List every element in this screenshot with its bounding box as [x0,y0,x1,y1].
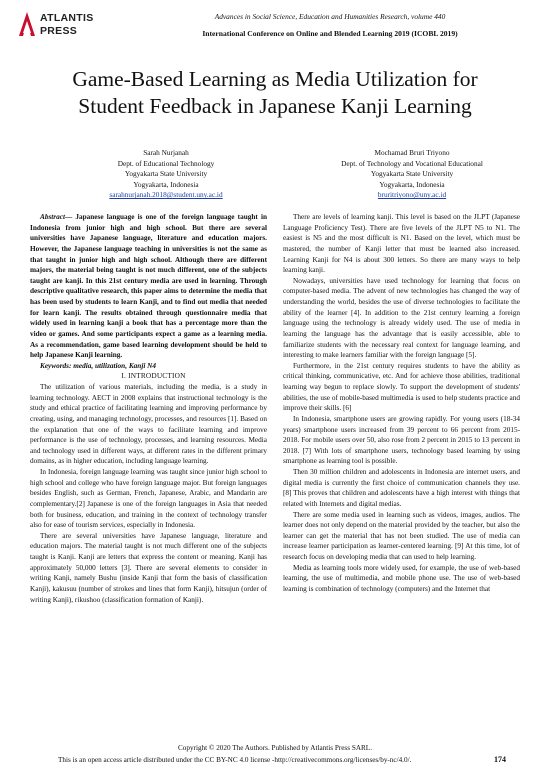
author-city: Yogyakarta, Indonesia [133,179,199,189]
author-email-link[interactable]: bruritriyono@uny.ac.id [377,190,447,200]
keywords-label: Keywords: [40,361,72,370]
body-paragraph: Furthermore, in the 21st century requires students to have the ability as critical thinking, communicative, etc. And for achieve those abilities, traditional learning way begun to replace slowly. To support the development of students' abilities, the use of mobile-based multimedia is used to help students practice and improve their skills. [6] [283,361,520,413]
left-column [30,212,267,605]
body-paragraph: Nowadays, universities have used technology for learning that focus on computer-based media. The advent of new technologies has changed the way of understanding the world, besides the use of diverse technologies to facilitate the ability of the learner [4]. In addition to the 21st century learning a foreign language using the technology is already widely used. The use of media in learning the language has the advantage that is easily accessible, able to familiarize students with the necessary real context for language learning, and interesting to make learners familiar with the foreign language [5]. [283,276,520,360]
copyright-notice: Copyright © 2020 The Authors. Published by Atlantis Press SARL. [177,744,372,752]
abstract [30,212,267,361]
author-name: Sarah Nurjanah [143,148,189,157]
abstract-label: Abstract [40,213,65,221]
body-paragraph: There are several universities have Japanese language, literature and education majors. The material taught is not much different one of the subjects taught is Kanji. Kanji are letters that express the content or meaning. Kanji has approximately 50,000 letters [3]. There are several elements to consider in writing Kanji, namely Bushu (inside Kanji that form the basis of classification Kanji), kakusuu (number of strokes and lines that form Kanji), hitsujun (order of writing Kanji), rikushoo (classification formation of Kanji). [30,531,267,604]
body-paragraph: There are levels of learning kanji. This level is based on the JLPT (Japanese Language Proficiency Test). There are five levels of the JLPT N5 to N1. The easiest is N5 and the most difficult is N1. Based on the level, which must be mastered, the number of Kanji letter that must be learned also increased. Learning Kanji for N4 is about 300 letters. So there are many ways to help learning kanji. [283,213,520,275]
logo-text-line2: PRESS [40,25,78,37]
conference-header: International Conference on Online and Blended Learning 2019 (ICOBL 2019) [202,29,458,38]
author-block-2 [302,148,522,201]
publisher-logo [18,9,108,43]
body-paragraph: There are some media used in learning such as videos, images, audios. The learner does not only depend on the material provided by the teacher, but also the learner can get the material that has not been studied. The use of media can increase learner participation as learner-centered learning. [9] At this time, lot of research focus on developing media that can used to help learning. [283,510,520,561]
title-line: Student Feedback in Japanese Kanji Learning [78,94,472,118]
body-paragraph: The utilization of various materials, including the media, is a study in learning technology. AECT in 2008 explains that instructional technology is the study and ethical practice of facilitating learning and improving performance by creating, using, and managing technology, processes, and resources [1]. Based on the explanation that one of the ways to facilitate learning and improve performance is the use of technology, processes, and learning resources. Media and technology used in different ways, at different rates in the different primary domains, as in higher education, including language learning. [30,383,267,466]
title-line: Game-Based Learning as Media Utilization for [72,67,478,91]
author-city: Yogyakarta, Indonesia [379,179,445,189]
author-university: Yogyakarta State University [370,169,454,179]
author-department: Dept. of Technology and Vocational Educational [341,158,483,168]
body-paragraph: Then 30 million children and adolescents in Indonesia are internet users, and digital media is currently the first choice of communication channels they use. [8] This proves that children and adolescents have a high interest with things that related with Internets and digital medias. [283,468,520,508]
body-paragraph: Media as learning tools more widely used, for example, the use of web-based learning, the use of multimedia, and mobile phone use. The use of web-based learning is combination of technology (computers) and the Internet that [283,563,520,593]
logo-text-line1: ATLANTIS [40,12,94,24]
author-email-link[interactable]: sarahnurjanah.2018@student.uny.ac.id [109,190,223,200]
abstract-text: — Japanese language is one of the foreign language taught in Indonesia from junior high and high school. But there are several universities have Japanese language, literature and education majors. However, the Japanese language teaching in universities is not the same as that taught in junior high and high school. Although there are different majors, the material being taught is not much different, one of the subjects taught are kanji. In this 21st century media are used in learning. Through descriptive qualitative research, this paper aims to determine the media that has been used by students to learn Kanji, and to find out media that needed for learn kanji. The results obtained through questionnaire media that widely used in learning kanji a book that has a percentage more than the video or games. And some participants expect a game as a learning media. As a recommendation, game based learning development should be held to help Japanese Kanji learning. [30,213,267,360]
paper-title [40,66,510,120]
body-paragraph: In Indonesia, smartphone users are growing rapidly. For young users (18-34 years) smartphone users increased from 39 percent to 66 percent from 2015-2018. For mobile users over 50, also rose from 2 percent in 2015 to 13 percent in 2018. [7] With lots of smartphone users, technology based learning by using smartphone as learning tool is possible. [283,414,520,466]
section-heading: I. INTRODUCTION [121,371,186,381]
author-block-1 [56,148,276,201]
author-university: Yogyakarta State University [124,169,208,179]
keywords-text: media, utilization, Kanji N4 [71,361,157,370]
author-name: Mochamad Bruri Triyono [374,148,450,157]
keywords [30,361,267,372]
author-department: Dept. of Educational Technology [117,158,215,168]
right-column [283,212,520,595]
license-notice: This is an open access article distributed under the CC BY-NC 4.0 license -http://creativecommons.org/licenses/by-nc/4.0/. [58,756,412,764]
body-paragraph: In Indonesia, foreign language learning was taught since junior high school to high school and college who have foreign language major. But foreign languages besides English, such as German, French, Japanese, Arabic, and Mandarin are complementary.[2] Japanese is one of the foreign languages in Asia that needed both for business, education, and training in the context of technology transfer also for ease of tourism services, especially in Indonesia. [30,468,267,530]
atlantis-logo-icon [18,11,36,37]
page-number: 174 [494,755,506,764]
journal-header: Advances in Social Science, Education and Humanities Research, volume 440 [214,12,446,21]
